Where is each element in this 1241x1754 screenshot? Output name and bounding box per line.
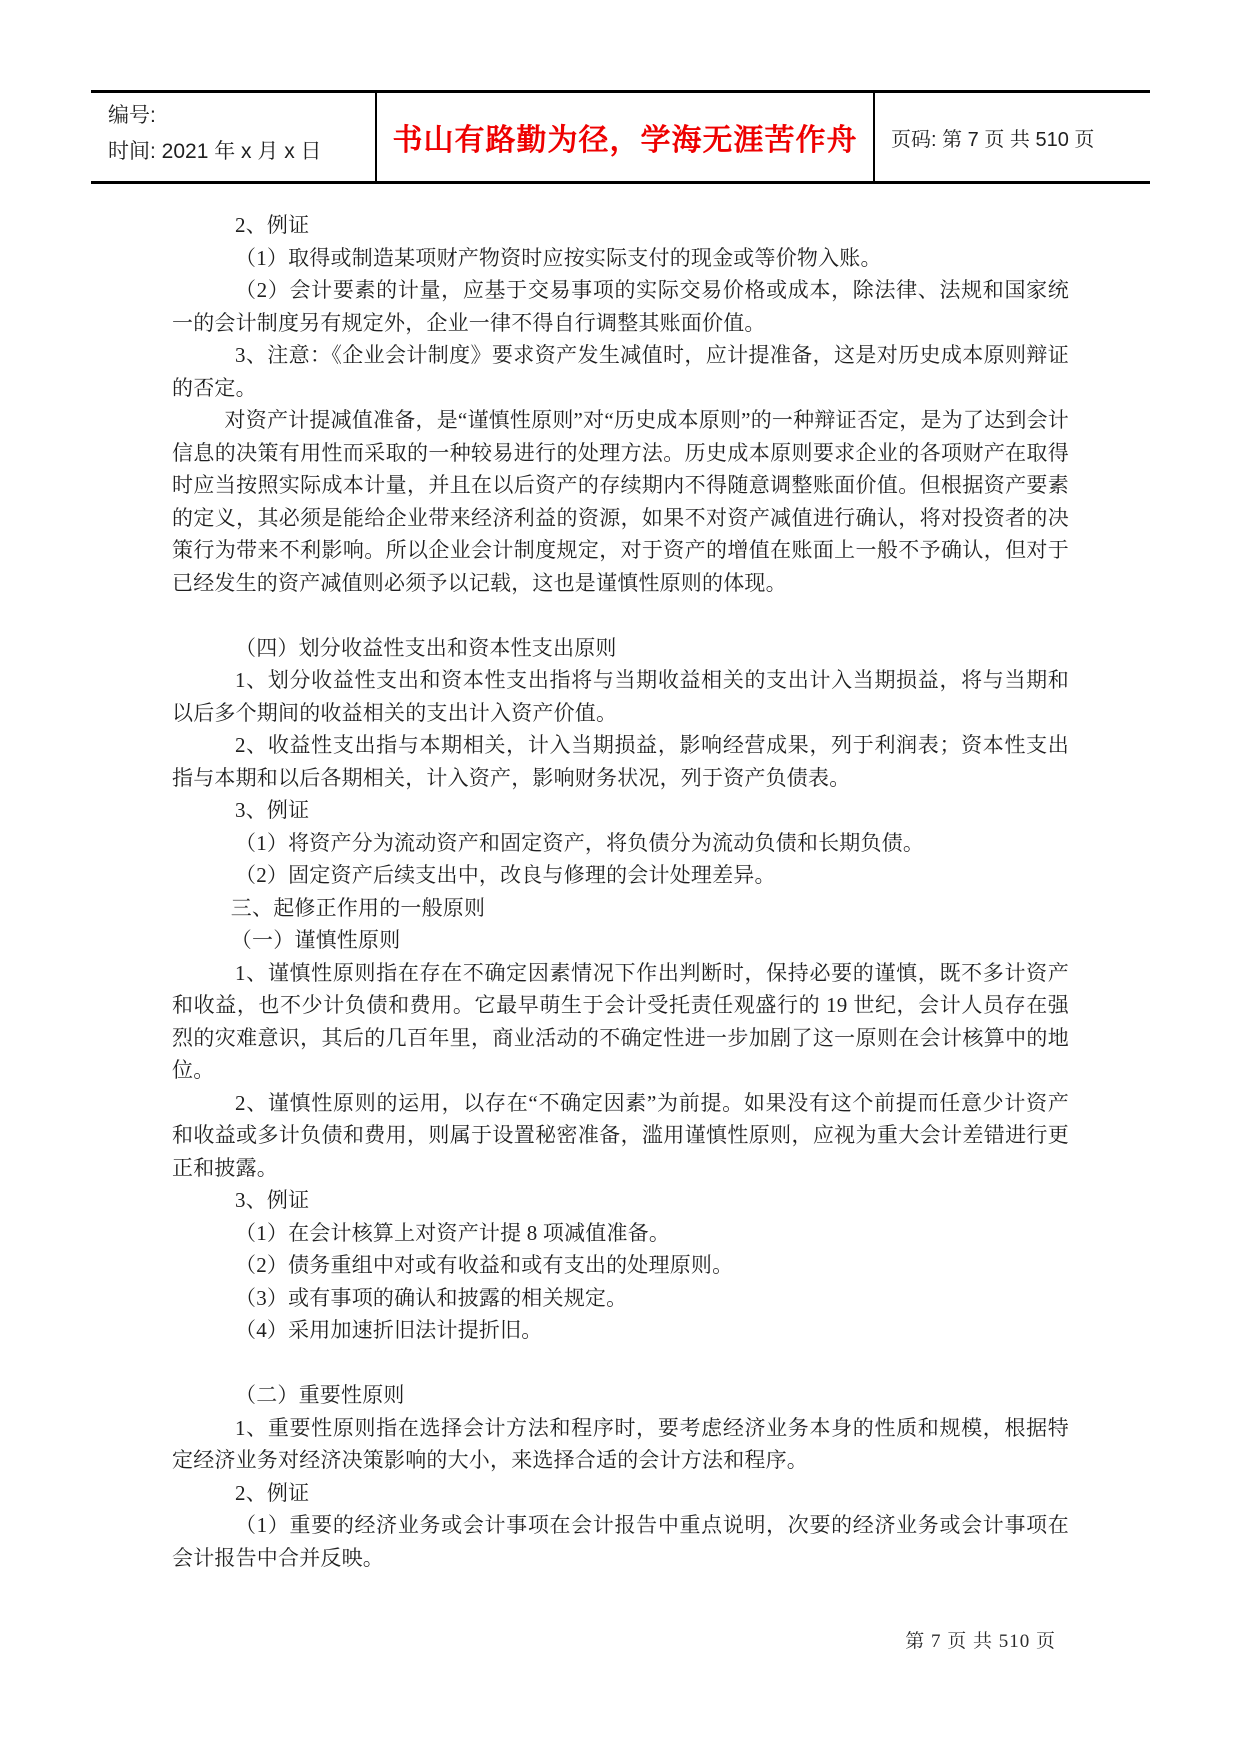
doc-date-label: 时间: 2021 年 x 月 x 日	[108, 140, 322, 163]
motto-text: 书山有路勤为径，学海无涯苦作舟	[392, 124, 858, 157]
paragraph: （1）在会计核算上对资产计提 8 项减值准备。	[235, 1220, 671, 1245]
paragraph: 2、例证	[235, 213, 310, 237]
doc-number-label: 编号:	[108, 104, 156, 127]
header-cell-page	[875, 93, 1150, 181]
paragraph: 3、例证	[235, 1188, 310, 1212]
paragraph: （四）划分收益性支出和资本性支出原则	[235, 635, 617, 660]
paragraph: 2、谨慎性原则的运用，以存在“不确定因素”为前提。如果没有这个前提而任意少计资产和收益或多计负债和费用，则属于设置秘密准备，滥用谨慎性原则，应视为重大会计差错进行更正和披露。	[172, 1090, 1069, 1180]
paragraph: 2、例证	[235, 1480, 310, 1505]
paragraph: 三、起修正作用的一般原则	[230, 895, 486, 920]
header-table	[91, 90, 1150, 184]
paragraph: 3、注意：《企业会计制度》要求资产发生减值时，应计提准备，这是对历史成本原则辩证的否定。	[172, 343, 1069, 400]
paragraph: 1、划分收益性支出和资本性支出指将与当期收益相关的支出计入当期损益，将与当期和以后多个期间的收益相关的支出计入资产价值。	[172, 668, 1069, 725]
paragraph: 对资产计提减值准备，是“谨慎性原则”对“历史成本原则”的一种辩证否定，是为了达到会计信息的决策有用性而采取的一种较易进行的处理方法。历史成本原则要求企业的各项财产在取得时应当按照实际成本计量，并且在以后资产的存续期内不得随意调整账面价值。但根据资产要素的定义，其必须是能给企业带来经济利益的资源，如果不对资产减值进行确认，将对投资者的决策行为带来不利影响。所以企业会计制度规定，对于资产的增值在账面上一般不予确认，但对于已经发生的资产减值则必须予以记载，这也是谨慎性原则的体现。	[172, 408, 1069, 595]
paragraph: 1、重要性原则指在选择会计方法和程序时，要考虑经济业务本身的性质和规模，根据特定经济业务对经济决策影响的大小，来选择合适的会计方法和程序。	[172, 1415, 1069, 1472]
paragraph-spacer	[172, 599, 1069, 632]
paragraph: （1）将资产分为流动资产和固定资产，将负债分为流动负债和长期负债。	[235, 830, 925, 855]
paragraph: 2、收益性支出指与本期相关，计入当期损益，影响经营成果，列于利润表；资本性支出指与本期和以后各期相关，计入资产，影响财务状况，列于资产负债表。	[172, 733, 1069, 790]
paragraph: （2）固定资产后续支出中，改良与修理的会计处理差异。	[235, 863, 776, 887]
header-page-info: 页码: 第 7 页 共 510 页	[891, 128, 1095, 151]
paragraph-spacer	[172, 1347, 1069, 1380]
paragraph: （一）谨慎性原则	[230, 928, 401, 952]
paragraph: （2）债务重组中对或有收益和或有支出的处理原则。	[235, 1253, 734, 1277]
paragraph: 3、例证	[235, 798, 310, 822]
paragraph: （3）或有事项的确认和披露的相关规定。	[235, 1285, 628, 1310]
paragraph: （1）取得或制造某项财产物资时应按实际支付的现金或等价物入账。	[235, 245, 882, 270]
header-cell-meta	[91, 93, 375, 181]
paragraph: （1）重要的经济业务或会计事项在会计报告中重点说明，次要的经济业务或会计事项在会计报告中合并反映。	[172, 1513, 1069, 1570]
footer-page-number: 第 7 页 共 510 页	[905, 1631, 1056, 1652]
paragraph: （4）采用加速折旧法计提折旧。	[235, 1318, 543, 1342]
paragraph: （二）重要性原则	[235, 1383, 405, 1407]
paragraph: 1、谨慎性原则指在存在不确定因素情况下作出判断时，保持必要的谨慎，既不多计资产和收益，也不少计负债和费用。它最早萌生于会计受托责任观盛行的 19 世纪，会计人员存在强烈的灾难意识，其后的几百年里，商业活动的不确定性进一步加剧了这一原则在会计核算中的地位。	[172, 960, 1069, 1082]
document-body	[172, 209, 1069, 1574]
header-cell-motto	[375, 93, 875, 181]
paragraph: （2）会计要素的计量，应基于交易事项的实际交易价格或成本，除法律、法规和国家统一的会计制度另有规定外，企业一律不得自行调整其账面价值。	[172, 278, 1069, 335]
